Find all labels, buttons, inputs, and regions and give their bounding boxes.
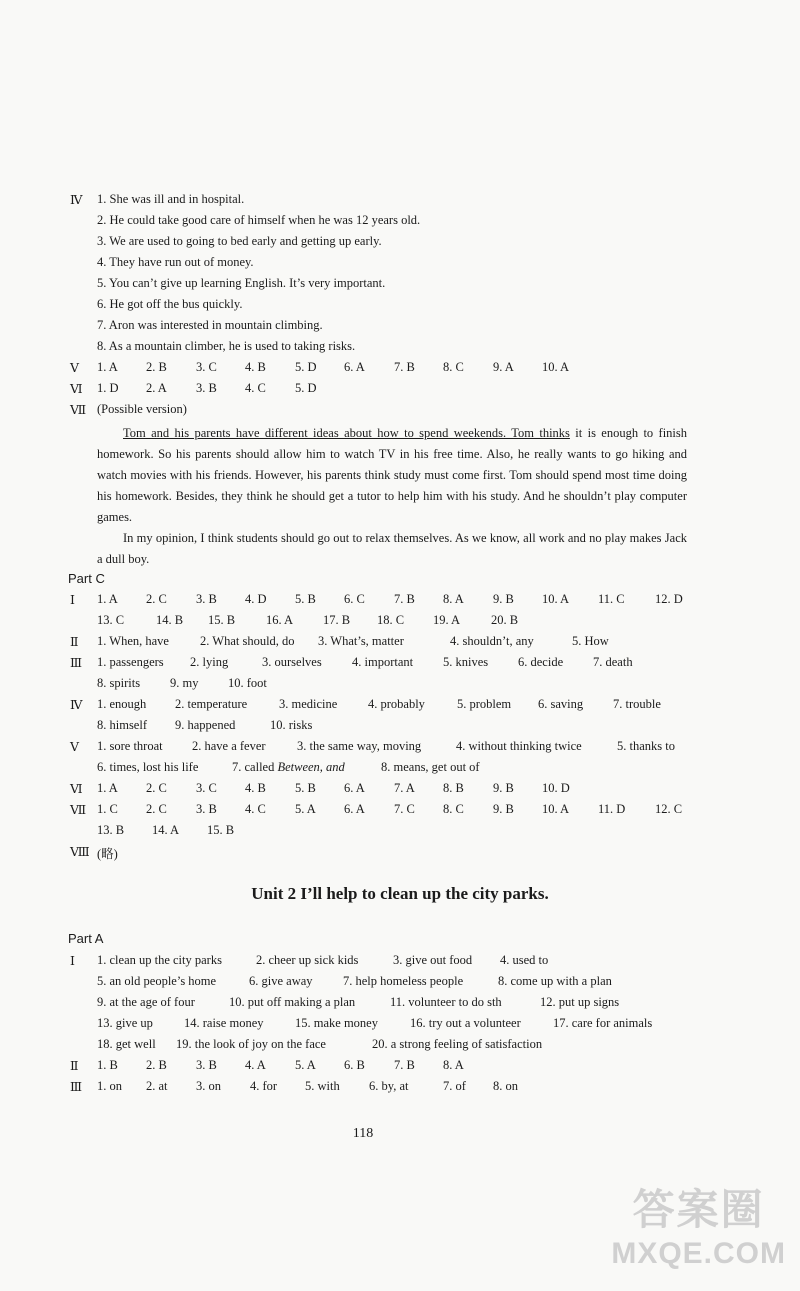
- unit-title: Unit 2 I’ll help to clean up the city parks.: [251, 884, 549, 903]
- phrase-answer: 9. at the age of four: [97, 995, 195, 1009]
- answer: 3. B: [196, 381, 217, 395]
- answer: 8. C: [443, 360, 464, 374]
- answer: 16. A: [266, 613, 294, 627]
- watermark-url: MXQE.COM: [611, 1237, 786, 1270]
- section-vi-number: Ⅵ: [70, 382, 83, 396]
- watermark-logo-text: 答案圈: [632, 1186, 765, 1233]
- answer: 4. D: [245, 592, 267, 606]
- section-iii-number: Ⅲ: [70, 656, 83, 670]
- answer: 3. medicine: [279, 697, 338, 711]
- answer: 20. B: [491, 613, 519, 627]
- answer: 1. passengers: [97, 655, 164, 669]
- answer: 3. ourselves: [262, 655, 322, 669]
- omitted-note: (略): [97, 847, 118, 861]
- answer: 4. B: [245, 360, 266, 374]
- answer: 2. lying: [190, 655, 229, 669]
- phrase-answer: 2. cheer up sick kids: [256, 953, 359, 967]
- answer-sentence: 6. He got off the bus quickly.: [97, 297, 243, 311]
- answer: 5. D: [295, 360, 317, 374]
- answer: 7. C: [394, 802, 415, 816]
- phrase-answer: 19. the look of joy on the face: [176, 1037, 326, 1051]
- section-vii-number: Ⅶ: [70, 403, 87, 417]
- answer: 1. on: [97, 1079, 122, 1093]
- answer: 15. B: [208, 613, 236, 627]
- answer: 2. C: [146, 592, 167, 606]
- section-ii-number: Ⅱ: [70, 1059, 79, 1073]
- answer: 5. with: [305, 1079, 340, 1093]
- answer: 10. D: [542, 781, 570, 795]
- answer: 7. B: [394, 592, 415, 606]
- answer: 7. of: [443, 1079, 466, 1093]
- answer: 6. decide: [518, 655, 564, 669]
- phrase-answer: 18. get well: [97, 1037, 156, 1051]
- answer: 1. D: [97, 381, 119, 395]
- answer: 11. C: [598, 592, 625, 606]
- answer: 17. B: [323, 613, 351, 627]
- answer: 4. C: [245, 802, 266, 816]
- answer: 3. C: [196, 360, 217, 374]
- answer: 7. death: [593, 655, 633, 669]
- answer-sentence: 4. They have run out of money.: [97, 255, 254, 269]
- phrase-answer: 6. give away: [249, 974, 313, 988]
- section-v-number: Ⅴ: [70, 740, 80, 754]
- answer: 18. C: [377, 613, 405, 627]
- section-iii-number: Ⅲ: [70, 1080, 83, 1094]
- answer: 3. What’s, matter: [318, 634, 404, 648]
- answer: 13. B: [97, 823, 125, 837]
- part-a-heading: Part A: [68, 931, 104, 946]
- answer: 9. A: [493, 360, 514, 374]
- answer: 6. B: [344, 1058, 365, 1072]
- answer: 2. have a fever: [192, 739, 266, 753]
- answer: 5. thanks to: [617, 739, 675, 753]
- answer-sentence: 2. He could take good care of himself when he was 12 years old.: [97, 213, 421, 227]
- section-vii-number: Ⅶ: [70, 803, 87, 817]
- answer-sentence: 5. You can’t give up learning English. It’s very important.: [97, 276, 386, 290]
- answer: 2. B: [146, 1058, 167, 1072]
- answer: 2. What should, do: [200, 634, 295, 648]
- answer: 3. B: [196, 1058, 217, 1072]
- answer: 3. B: [196, 592, 217, 606]
- phrase-answer: 14. raise money: [184, 1016, 264, 1030]
- answer: 2. temperature: [175, 697, 248, 711]
- phrase-answer: 1. clean up the city parks: [97, 953, 222, 967]
- answer: 8. C: [443, 802, 464, 816]
- phrase-answer: 13. give up: [97, 1016, 153, 1030]
- phrase-answer: 20. a strong feeling of satisfaction: [372, 1037, 543, 1051]
- section-ii-number: Ⅱ: [70, 635, 79, 649]
- answer: 2. A: [146, 381, 167, 395]
- answer: 6. by, at: [369, 1079, 409, 1093]
- section-i-number: Ⅰ: [70, 954, 75, 968]
- phrase-answer: 10. put off making a plan: [229, 995, 356, 1009]
- answer-sentence: 7. Aron was interested in mountain climbing.: [97, 318, 323, 332]
- answer: 10. A: [542, 802, 570, 816]
- answer: 2. at: [146, 1079, 168, 1093]
- answer: 8. A: [443, 592, 464, 606]
- answer: 11. D: [598, 802, 626, 816]
- answer: 5. B: [295, 781, 316, 795]
- section-viii-number: Ⅷ: [70, 845, 90, 859]
- essay-text: it is enough to finish homework. So his parents should allow him to watch TV in his free time. Also, he really wants to go hiking and watch movies with his friends. However, his parents think study must come first. Tom should spend most time doing his homework. Besides, they think he should get a tutor to help him with his study. And he shouldn’t play computer games.: [97, 426, 688, 524]
- answer: 1. sore throat: [97, 739, 163, 753]
- answer: 13. C: [97, 613, 125, 627]
- answer: 8. himself: [97, 718, 147, 732]
- watermark-logo: [611, 1177, 786, 1271]
- possible-version-label: (Possible version): [97, 402, 187, 416]
- answer-sentence: 3. We are used to going to bed early and getting up early.: [97, 234, 382, 248]
- answer: 5. problem: [457, 697, 512, 711]
- answer-sentence: 8. As a mountain climber, he is used to taking risks.: [97, 339, 356, 353]
- answer: 3. on: [196, 1079, 221, 1093]
- answer: 5. D: [295, 381, 317, 395]
- phrase-answer: 3. give out food: [393, 953, 473, 967]
- answer: 12. D: [655, 592, 683, 606]
- italic-answer: Between, and: [277, 760, 345, 774]
- sample-essay: [97, 423, 687, 570]
- answer: 2. C: [146, 802, 167, 816]
- answer: 4. important: [352, 655, 414, 669]
- phrase-answer: 7. help homeless people: [343, 974, 464, 988]
- answer: 19. A: [433, 613, 461, 627]
- section-vi-number: Ⅵ: [70, 782, 83, 796]
- underlined-topic-sentence: Tom and his parents have different ideas about how to spend weekends. Tom thinks: [123, 426, 570, 440]
- answer: 5. A: [295, 1058, 316, 1072]
- phrase-answer: 4. used to: [500, 953, 549, 967]
- answer: 4. for: [250, 1079, 278, 1093]
- answer-prefix: 7. called: [232, 760, 278, 774]
- answer: 10. A: [542, 592, 570, 606]
- answer: 1. When, have: [97, 634, 169, 648]
- answer: 7. B: [394, 1058, 415, 1072]
- part-c-heading: Part C: [68, 571, 105, 586]
- answer: 7. A: [394, 781, 415, 795]
- answer-sentence: 1. She was ill and in hospital.: [97, 192, 245, 206]
- section-v-number: Ⅴ: [70, 361, 80, 375]
- answer: 9. B: [493, 781, 514, 795]
- answer: 8. means, get out of: [381, 760, 480, 774]
- answer: 5. How: [572, 634, 609, 648]
- answer: 4. without thinking twice: [456, 739, 582, 753]
- answer: 1. B: [97, 1058, 118, 1072]
- answer: 10. A: [542, 360, 570, 374]
- answer: 4. C: [245, 381, 266, 395]
- answer: 3. C: [196, 781, 217, 795]
- answer: 14. A: [152, 823, 180, 837]
- answer: 4. probably: [368, 697, 425, 711]
- answer: 6. times, lost his life: [97, 760, 199, 774]
- answer: 10. risks: [270, 718, 313, 732]
- answer: 14. B: [156, 613, 184, 627]
- answer: 9. B: [493, 592, 514, 606]
- answer: 9. happened: [175, 718, 236, 732]
- answer: 15. B: [207, 823, 235, 837]
- phrase-answer: 16. try out a volunteer: [410, 1016, 521, 1030]
- answer: 2. B: [146, 360, 167, 374]
- answer: 8. A: [443, 1058, 464, 1072]
- answer: 4. shouldn’t, any: [450, 634, 534, 648]
- answer: 6. A: [344, 781, 365, 795]
- answer: 1. A: [97, 592, 118, 606]
- section-i-number: Ⅰ: [70, 593, 75, 607]
- essay-paragraph-2: In my opinion, I think students should go out to relax themselves. As we know, all work and no play makes Jack a dull boy.: [97, 531, 687, 566]
- answer: 5. knives: [443, 655, 489, 669]
- answer: 8. B: [443, 781, 464, 795]
- answer: 1. A: [97, 360, 118, 374]
- phrase-answer: 15. make money: [295, 1016, 378, 1030]
- answer: 4. A: [245, 1058, 266, 1072]
- answer: 6. A: [344, 360, 365, 374]
- phrase-answer: 12. put up signs: [540, 995, 620, 1009]
- answer: 8. on: [493, 1079, 518, 1093]
- page-number: 118: [352, 1126, 374, 1141]
- phrase-answer: 17. care for animals: [553, 1016, 653, 1030]
- answer: 2. C: [146, 781, 167, 795]
- answer: 5. B: [295, 592, 316, 606]
- answer: 9. my: [170, 676, 199, 690]
- section-iv-number: Ⅳ: [70, 193, 83, 207]
- answer: 1. C: [97, 802, 118, 816]
- phrase-answer: 11. volunteer to do sth: [390, 995, 502, 1009]
- answer: 4. B: [245, 781, 266, 795]
- answer: 3. the same way, moving: [297, 739, 422, 753]
- answer: 8. spirits: [97, 676, 141, 690]
- phrase-answer: 8. come up with a plan: [498, 974, 612, 988]
- answer: 7. trouble: [613, 697, 661, 711]
- phrase-answer: 5. an old people’s home: [97, 974, 217, 988]
- answer: 6. C: [344, 592, 365, 606]
- essay-paragraph-1: [97, 423, 687, 528]
- answer: 5. A: [295, 802, 316, 816]
- answer: 7. B: [394, 360, 415, 374]
- answer: 6. A: [344, 802, 365, 816]
- answer: 3. B: [196, 802, 217, 816]
- answer: 12. C: [655, 802, 683, 816]
- answer: 6. saving: [538, 697, 584, 711]
- answer: 1. enough: [97, 697, 147, 711]
- section-iv-number: Ⅳ: [70, 698, 83, 712]
- answer: 1. A: [97, 781, 118, 795]
- answer: 9. B: [493, 802, 514, 816]
- answer: [232, 760, 345, 775]
- answer: 10. foot: [228, 676, 267, 690]
